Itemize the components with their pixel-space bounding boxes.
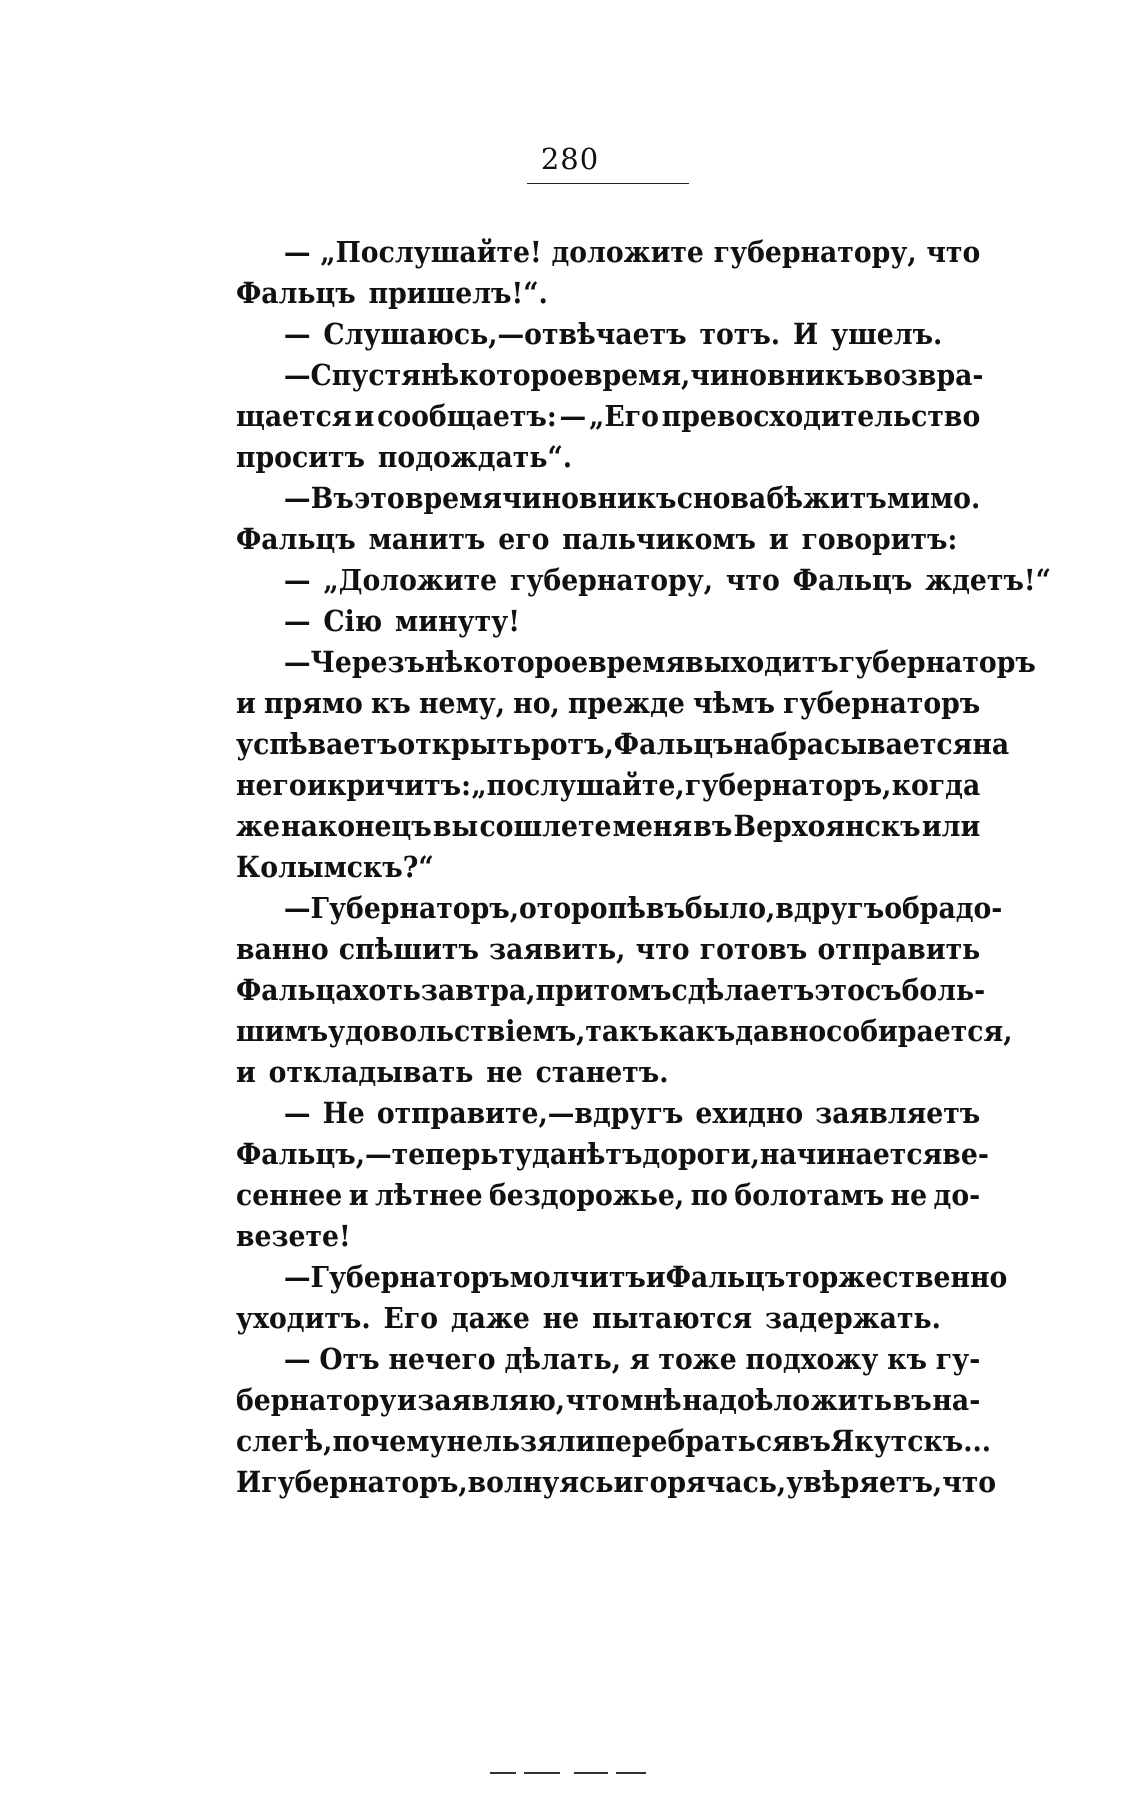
word: пришелъ!“. xyxy=(368,276,548,310)
word: подхожу xyxy=(745,1342,879,1376)
word: тотъ. xyxy=(699,317,781,351)
word: Его xyxy=(383,1301,439,1335)
word: лѣтнее xyxy=(374,1178,483,1212)
word: — xyxy=(283,891,311,925)
word: что xyxy=(725,563,780,597)
word: И xyxy=(792,317,819,351)
word: его xyxy=(498,522,550,556)
text-line xyxy=(236,560,1051,601)
word: время, xyxy=(583,358,691,392)
word: мимо. xyxy=(887,481,981,515)
word: минуту! xyxy=(395,604,520,638)
word: нему, xyxy=(418,686,505,720)
word: собирается, xyxy=(826,1014,1013,1048)
text-line xyxy=(236,1298,980,1339)
word: и xyxy=(354,399,375,433)
word: меня xyxy=(612,809,693,843)
word: бездорожье, xyxy=(489,1178,685,1212)
word: Якутскъ... xyxy=(830,1424,992,1458)
word: — xyxy=(559,399,587,433)
word: ехидно xyxy=(695,1096,804,1130)
word: къ xyxy=(371,686,411,720)
word: и xyxy=(645,1260,666,1294)
word: ротъ, xyxy=(531,727,614,761)
text-line xyxy=(236,478,980,519)
word: Губернаторъ xyxy=(310,1260,510,1294)
text-line xyxy=(236,888,1003,929)
word: — xyxy=(283,235,311,269)
word: выходитъ xyxy=(685,645,839,679)
word: „послушайте, xyxy=(471,768,685,802)
word: — xyxy=(283,604,311,638)
word: увѣряетъ, xyxy=(786,1465,943,1499)
page-number: 280 xyxy=(540,142,600,176)
word: губернатору, xyxy=(509,563,714,597)
word: спѣшитъ xyxy=(338,932,479,966)
word: горячась, xyxy=(633,1465,787,1499)
word: Отъ xyxy=(319,1342,380,1376)
word: и xyxy=(236,1055,256,1089)
word: я xyxy=(629,1342,650,1376)
word: Фальцъ,—теперь xyxy=(236,1137,499,1171)
word: ждетъ!“ xyxy=(925,563,1051,597)
word: это xyxy=(814,973,865,1007)
text-line xyxy=(236,1011,1013,1052)
word: на xyxy=(972,727,1010,761)
word: было, xyxy=(684,891,776,925)
word: и xyxy=(306,768,327,802)
word: завтра, xyxy=(420,973,536,1007)
word: губернаторъ, xyxy=(261,1465,468,1499)
word: — xyxy=(283,1342,311,1376)
word: „Его xyxy=(589,399,659,433)
word: Фальцъ xyxy=(792,563,913,597)
word: оторопѣвъ xyxy=(519,891,685,925)
text-line xyxy=(236,232,980,273)
word: что xyxy=(926,235,981,269)
word: Фальцъ xyxy=(665,1260,786,1294)
word: — xyxy=(283,1260,311,1294)
word: ванно xyxy=(236,932,329,966)
word: заявляю, xyxy=(417,1383,566,1417)
text-line xyxy=(236,929,980,970)
word: отправить xyxy=(817,932,981,966)
word: — xyxy=(283,317,311,351)
text-line xyxy=(236,355,984,396)
footer-decoration xyxy=(490,1770,650,1776)
word: задержать. xyxy=(764,1301,941,1335)
word: И xyxy=(236,1465,262,1499)
word: готовъ xyxy=(699,932,808,966)
word: пальчикомъ xyxy=(562,522,757,556)
word: Фальцъ xyxy=(236,276,356,310)
word: вы xyxy=(432,809,479,843)
word: это xyxy=(354,481,405,515)
word: давно xyxy=(735,1014,827,1048)
word: сдѣлаетъ xyxy=(671,973,815,1007)
word: или xyxy=(921,809,981,843)
text-line xyxy=(236,1093,980,1134)
word: Фальца xyxy=(236,973,353,1007)
word: къ xyxy=(887,1342,927,1376)
word: торжественно xyxy=(785,1260,1008,1294)
word: заявляетъ xyxy=(815,1096,981,1130)
word: говоритъ: xyxy=(801,522,958,556)
word: обрадо- xyxy=(884,891,1003,925)
word: снова xyxy=(676,481,767,515)
text-line xyxy=(236,1175,980,1216)
word: молчитъ xyxy=(509,1260,646,1294)
text-line xyxy=(236,1052,980,1093)
word: нѣкоторое xyxy=(424,645,589,679)
word: чѣмъ xyxy=(693,686,775,720)
text-line xyxy=(236,970,986,1011)
word: чиновникъ xyxy=(690,358,865,392)
text-line xyxy=(236,806,980,847)
text-line xyxy=(236,1257,1008,1298)
word: проситъ xyxy=(236,440,366,474)
word: губернатору, xyxy=(713,235,917,269)
text-line xyxy=(236,724,1010,765)
word: по xyxy=(690,1178,728,1212)
word: сеннее xyxy=(236,1178,343,1212)
text-line xyxy=(236,519,980,560)
word: начинается xyxy=(759,1137,943,1171)
word: не xyxy=(486,1055,523,1089)
header-rule xyxy=(527,183,689,184)
word: прежде xyxy=(567,686,685,720)
word: ушелъ. xyxy=(831,317,943,351)
word: хоть xyxy=(352,973,421,1007)
word: такъ xyxy=(585,1014,659,1048)
word: уходитъ. xyxy=(236,1301,371,1335)
word: Слушаюсь,—отвѣчаетъ xyxy=(323,317,687,351)
word: Не xyxy=(322,1096,365,1130)
text-line xyxy=(236,1380,980,1421)
word: губернаторъ xyxy=(783,686,981,720)
text-line xyxy=(236,437,980,478)
word: наконецъ xyxy=(281,809,432,843)
word: притомъ xyxy=(535,973,672,1007)
word: съ xyxy=(864,973,902,1007)
word: Фальцъ xyxy=(236,522,356,556)
word: нечего xyxy=(388,1342,496,1376)
text-line xyxy=(236,1421,992,1462)
word: жить xyxy=(810,1383,893,1417)
word: прямо xyxy=(263,686,363,720)
word: нельзя xyxy=(446,1424,557,1458)
word: что xyxy=(942,1465,997,1499)
text-line xyxy=(236,642,1036,683)
word: не xyxy=(542,1301,580,1335)
word: бернатору xyxy=(236,1383,397,1417)
word: что xyxy=(565,1383,620,1417)
word: нѣкоторое xyxy=(420,358,584,392)
word: ли xyxy=(556,1424,596,1458)
word: отправите,—вдругъ xyxy=(376,1096,684,1130)
text-line xyxy=(236,1134,989,1175)
word: же xyxy=(236,809,280,843)
word: дѣлать, xyxy=(504,1342,622,1376)
word: бѣжитъ xyxy=(766,481,887,515)
word: набрасывается xyxy=(733,727,973,761)
word: щается xyxy=(236,399,352,433)
word: на- xyxy=(932,1383,981,1417)
text-line xyxy=(236,1216,980,1257)
word: Фальцъ xyxy=(613,727,734,761)
word: него xyxy=(236,768,307,802)
text-line xyxy=(236,601,980,642)
word: Спустя xyxy=(310,358,421,392)
word: — xyxy=(283,358,311,392)
word: везете! xyxy=(236,1219,351,1253)
word: — xyxy=(283,645,311,679)
word: но, xyxy=(513,686,560,720)
word: время xyxy=(404,481,503,515)
word: „Послушайте! xyxy=(320,235,542,269)
word: губернаторъ, xyxy=(685,768,892,802)
word: заявить, xyxy=(489,932,626,966)
page-text xyxy=(236,232,1051,1503)
word: и xyxy=(768,522,789,556)
word: превосходительство xyxy=(661,399,981,433)
word: гу- xyxy=(935,1342,981,1376)
word: — xyxy=(283,1096,311,1130)
word: подождать“. xyxy=(377,440,573,474)
word: когда xyxy=(891,768,981,802)
word: кричитъ: xyxy=(327,768,471,802)
word: Черезъ xyxy=(310,645,425,679)
word: возвра- xyxy=(864,358,984,392)
text-line xyxy=(236,847,980,888)
word: ве- xyxy=(942,1137,989,1171)
word: Губернаторъ, xyxy=(310,891,520,925)
word: время xyxy=(588,645,686,679)
word: шимъ xyxy=(236,1014,329,1048)
word: что xyxy=(635,932,690,966)
word: станетъ. xyxy=(535,1055,669,1089)
word: Въ xyxy=(310,481,354,515)
word: даже xyxy=(450,1301,530,1335)
word: перебраться xyxy=(595,1424,792,1458)
word: успѣваетъ xyxy=(236,727,398,761)
word: волнуясь xyxy=(467,1465,614,1499)
word: — xyxy=(283,563,311,597)
word: — xyxy=(283,481,311,515)
word: доложите xyxy=(551,235,704,269)
word: тоже xyxy=(658,1342,737,1376)
word: откладывать xyxy=(268,1055,474,1089)
word: открыть xyxy=(397,727,532,761)
word: туда xyxy=(498,1137,568,1171)
word: и xyxy=(348,1178,369,1212)
word: надоѣло xyxy=(682,1383,811,1417)
word: болотамъ xyxy=(734,1178,885,1212)
text-line xyxy=(236,683,980,724)
word: удовольствіемъ, xyxy=(328,1014,586,1048)
word: пытаются xyxy=(592,1301,753,1335)
word: Верхоянскъ xyxy=(733,809,921,843)
word: вдругъ xyxy=(775,891,885,925)
word: сошлете xyxy=(479,809,612,843)
word: боль- xyxy=(901,973,986,1007)
word: до- xyxy=(933,1178,981,1212)
word: сообщаетъ: xyxy=(377,399,557,433)
word: дороги, xyxy=(642,1137,760,1171)
word: какъ xyxy=(658,1014,736,1048)
word: въ xyxy=(693,809,733,843)
word: губернаторъ xyxy=(838,645,1036,679)
word: чиновникъ xyxy=(502,481,677,515)
word: мнѣ xyxy=(620,1383,682,1417)
word: Сію xyxy=(323,604,383,638)
text-line xyxy=(236,273,980,314)
word: Колымскъ?“ xyxy=(236,850,434,884)
word: и xyxy=(236,686,256,720)
text-line xyxy=(236,314,980,355)
word: въ xyxy=(791,1424,831,1458)
word: въ xyxy=(892,1383,932,1417)
text-line xyxy=(236,1462,997,1503)
text-line xyxy=(236,1339,980,1380)
word: не xyxy=(890,1178,928,1212)
text-line xyxy=(236,396,980,437)
text-line xyxy=(236,765,980,806)
word: „Доложите xyxy=(323,563,498,597)
word: и xyxy=(396,1383,417,1417)
word: нѣтъ xyxy=(567,1137,643,1171)
word: слегѣ, xyxy=(236,1424,333,1458)
word: почему xyxy=(332,1424,447,1458)
word: и xyxy=(613,1465,634,1499)
word: манитъ xyxy=(368,522,486,556)
